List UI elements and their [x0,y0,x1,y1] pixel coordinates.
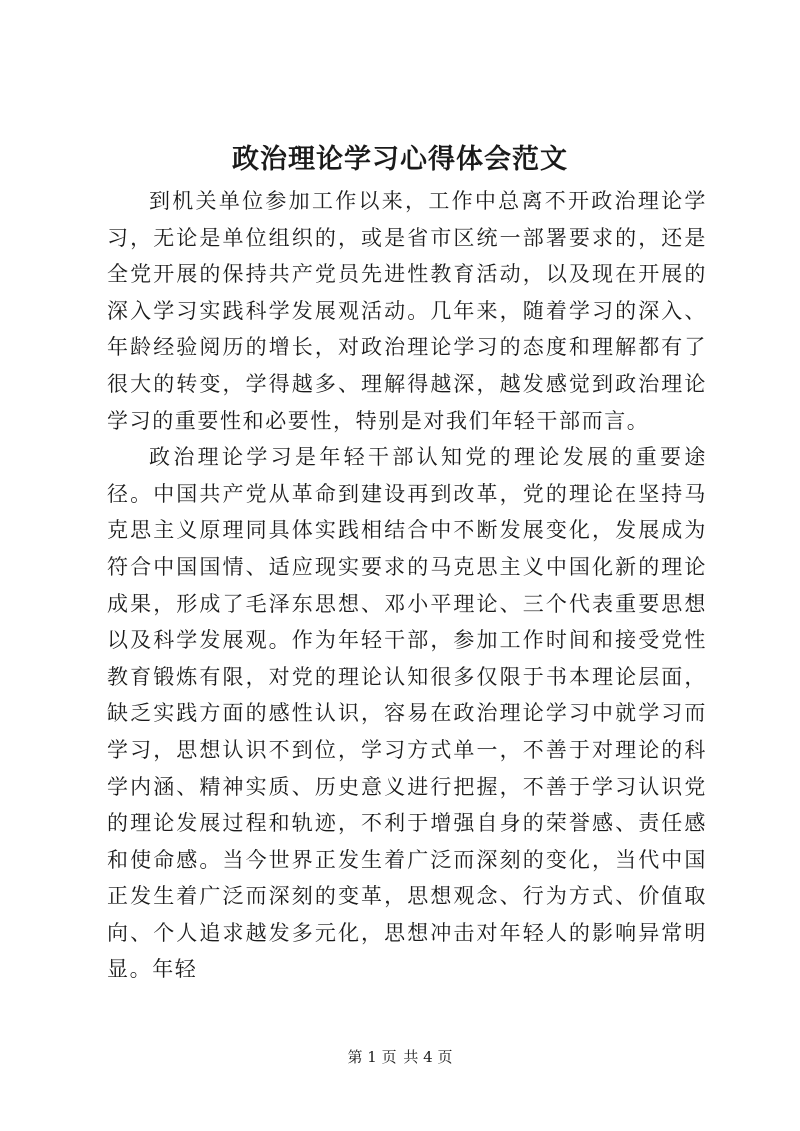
page-footer [0,1047,800,1067]
page-number: 第 1 页 [347,1048,397,1066]
total-pages: 共 4 页 [403,1048,453,1066]
document-title: 政治理论学习心得体会范文 [232,144,568,175]
document-body [107,183,707,988]
paragraph-1: 到机关单位参加工作以来，工作中总离不开政治理论学习，无论是单位组织的，或是省市区统一部署要求的，还是全党开展的保持共产党员先进性教育活动，以及现在开展的深入学习实践科学发展观活动。几年来，随着学习的深入、年龄经验阅历的增长，对政治理论学习的态度和理解都有了很大的转变，学得越多、理解得越深，越发感觉到政治理论学习的重要性和必要性，特别是对我们年轻干部而言。 [107,189,707,433]
paragraph-2: 政治理论学习是年轻干部认知党的理论发展的重要途径。中国共产党从革命到建设再到改革，党的理论在坚持马克思主义原理同具体实践相结合中不断发展变化，发展成为符合中国国情、适应现实要求的马克思主义中国化新的理论成果，形成了毛泽东思想、邓小平理论、三个代表重要思想以及科学发展观。作为年轻干部，参加工作时间和接受党性教育锻炼有限，对党的理论认知很多仅限于书本理论层面，缺乏实践方面的感性认识，容易在政治理论学习中就学习而学习，思想认识不到位，学习方式单一，不善于对理论的科学内涵、精神实质、历史意义进行把握，不善于学习认识党的理论发展过程和轨迹，不利于增强自身的荣誉感、责任感和使命感。当今世界正发生着广泛而深刻的变化，当代中国正发生着广泛而深刻的变革，思想观念、行为方式、价值取向、个人追求越发多元化，思想冲击对年轻人的影响异常明显。年轻 [107,445,707,982]
